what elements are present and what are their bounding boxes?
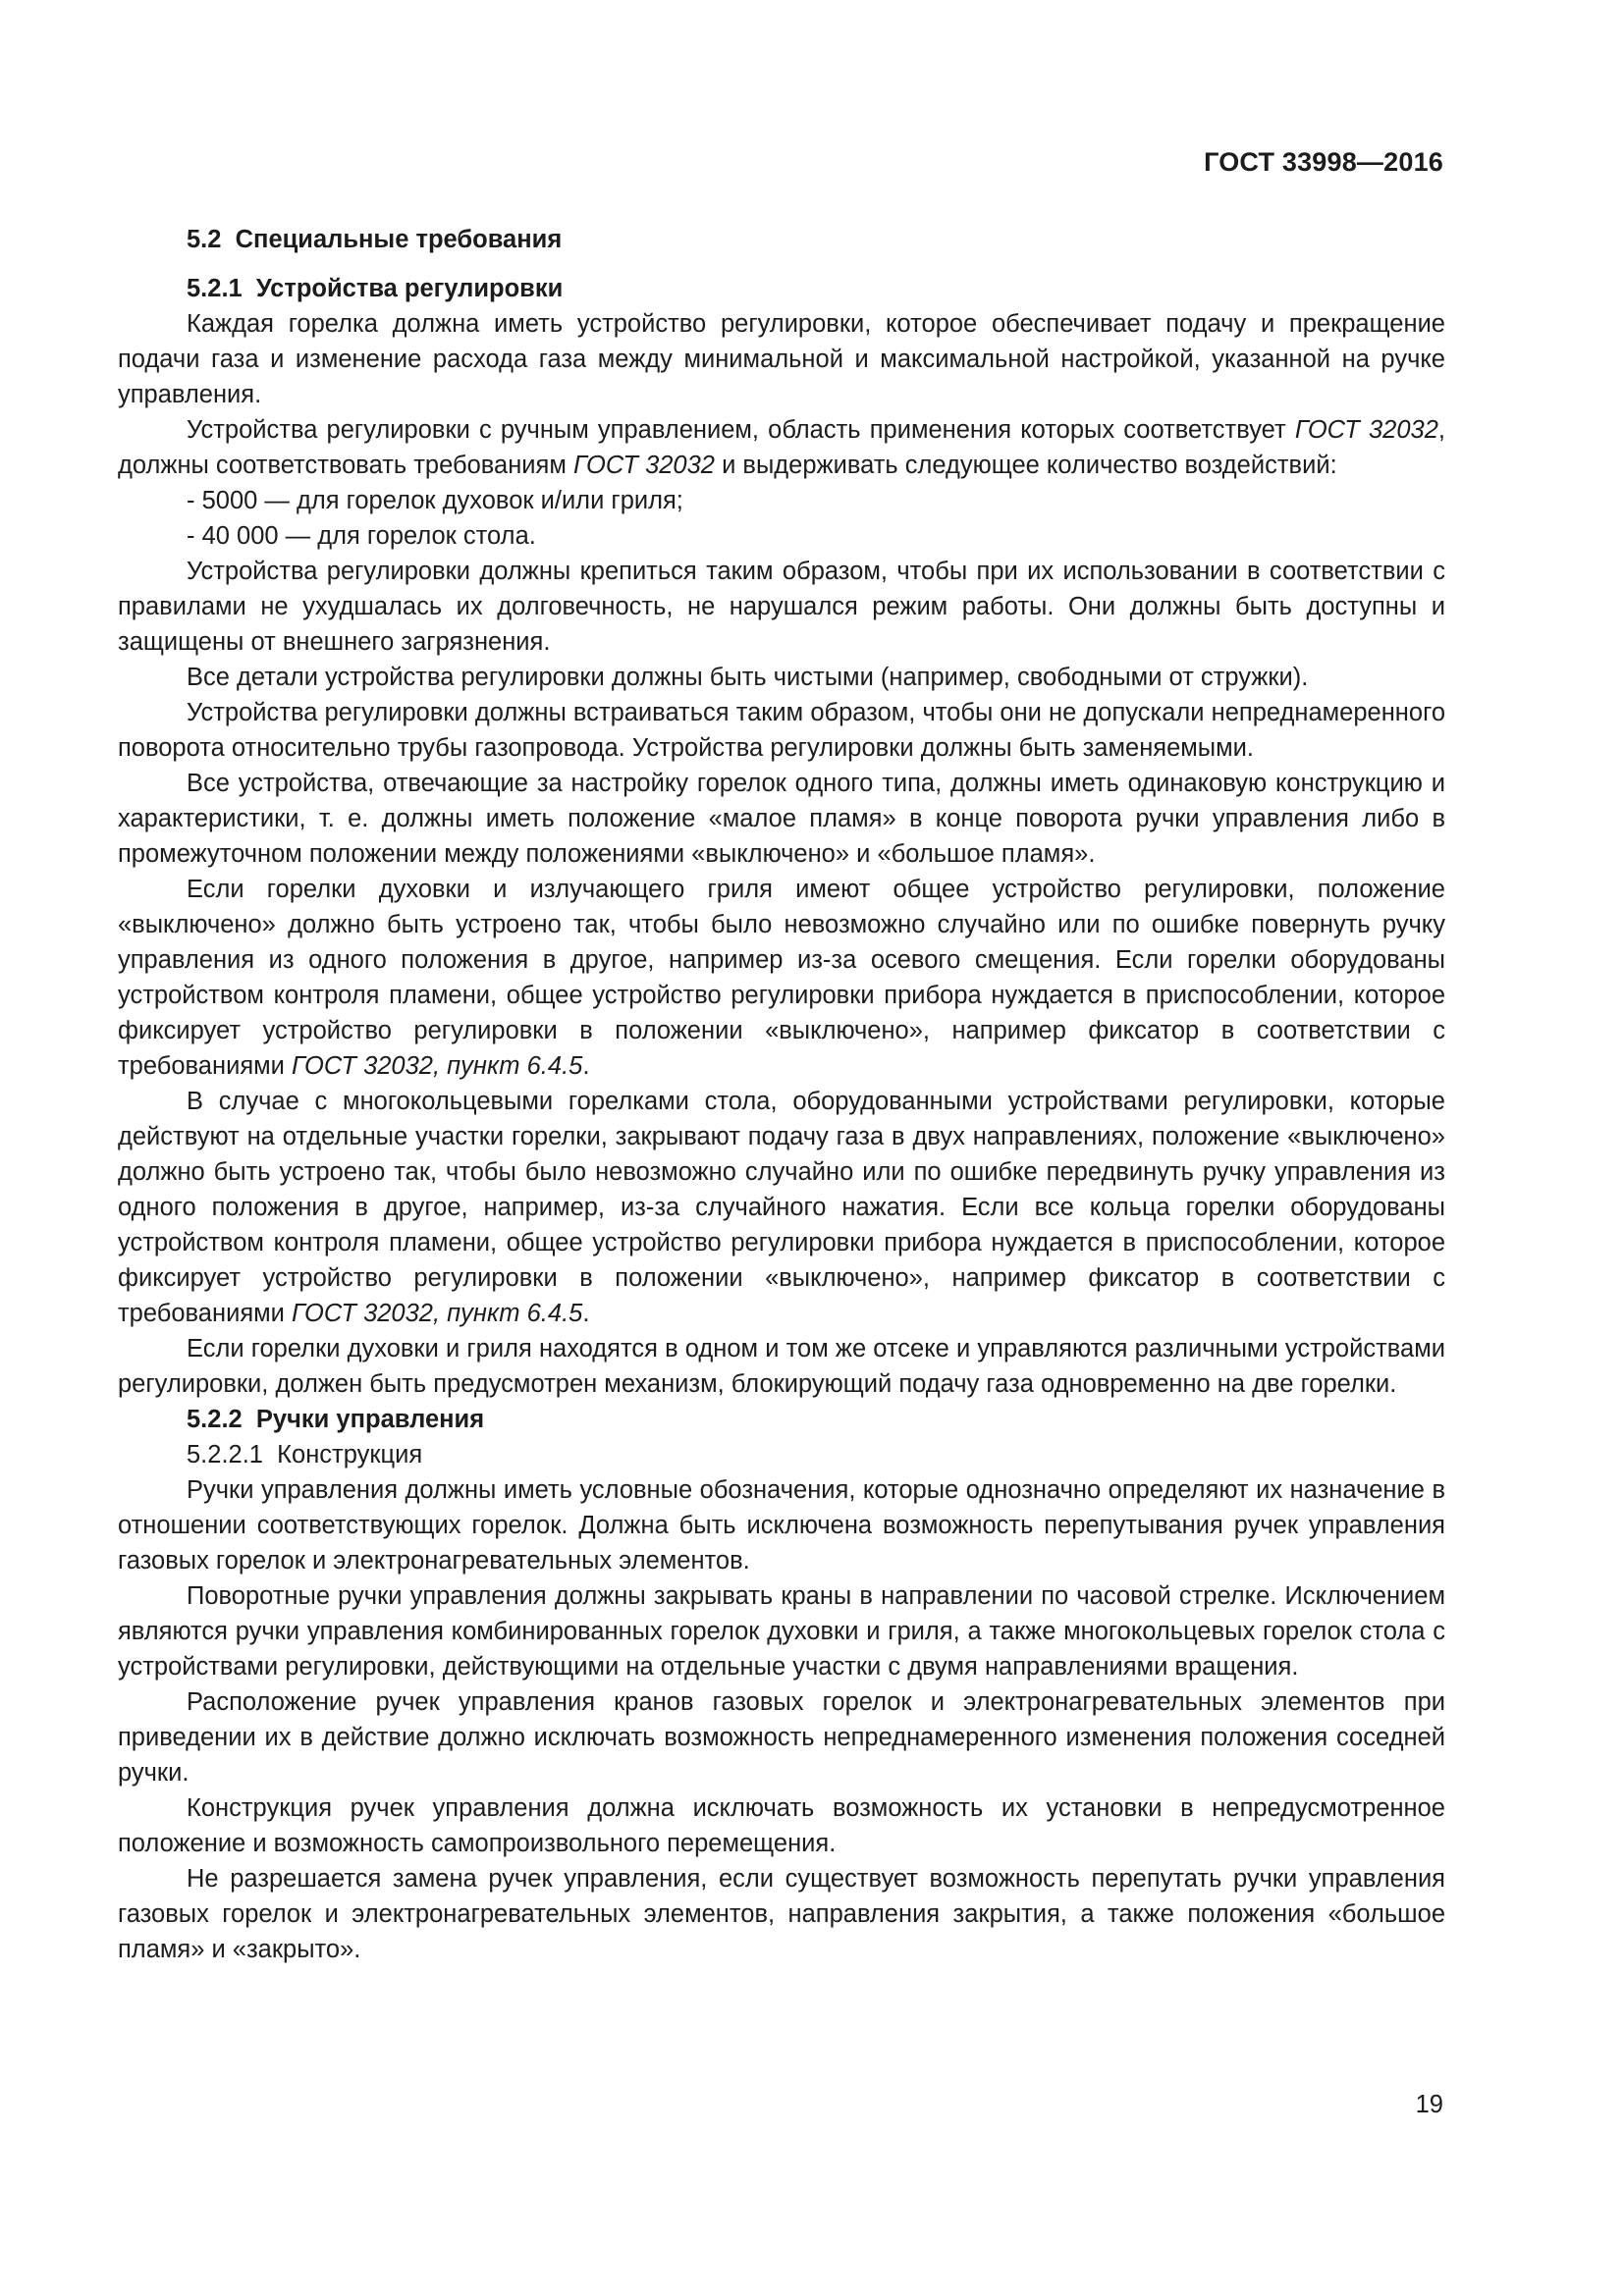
paragraph: Ручки управления должны иметь условные обозначения, которые однозначно определяют их назначение в отношении соответствующих горелок. Должна быть исключена возможность перепутывания ручек управления газовых горелок и электронагревательных элементов. xyxy=(118,1476,1445,1575)
clause-title: Конструкция xyxy=(277,1441,423,1468)
page-number: 19 xyxy=(1415,2091,1443,2118)
section-number: 5.2 xyxy=(187,226,222,253)
paragraph xyxy=(118,1084,1445,1331)
section-heading xyxy=(118,222,1445,257)
paragraph: Все детали устройства регулировки должны быть чистыми (например, свободными от стружки). xyxy=(187,664,1309,691)
list-item: - 5000 — для горелок духовок и/или гриля; xyxy=(187,487,683,514)
standard-reference: ГОСТ 32032 xyxy=(1294,416,1438,444)
subsection-heading-5-2-1 xyxy=(118,271,1445,306)
section-title: Специальные требования xyxy=(235,226,563,253)
paragraph: Поворотные ручки управления должны закрывать краны в направлении по часовой стрелке. Исключением являются ручки управления комбинированных горелок духовки и гриля, а также многокольцевых горелок стола с устройствами регулировки, действующими на отдельные участки с двумя направлениями вращения. xyxy=(118,1582,1445,1681)
subsection-title: Устройства регулировки xyxy=(255,275,564,302)
list-item: - 40 000 — для горелок стола. xyxy=(187,522,536,550)
text-fragment: , должны соответствовать требованиям xyxy=(118,416,1445,479)
clause-number: 5.2.2.1 xyxy=(187,1441,263,1468)
page-content xyxy=(118,222,1445,1967)
paragraph: Расположение ручек управления кранов газовых горелок и электронагревательных элементов при приведении их в действие должно исключать возможность непреднамеренного изменения положения соседней ручки. xyxy=(118,1688,1445,1787)
standard-reference: ГОСТ 32032 xyxy=(572,452,715,479)
clause-heading-5-2-2-1 xyxy=(118,1437,1445,1472)
text-fragment: В случае с многокольцевыми горелками стола, оборудованными устройствами регулировки, которые действуют на отдельные участки горелки, закрывают подачу газа в двух направлениях, положение «выключено» должно быть устроено так, чтобы было невозможно случайно или по ошибке передвинуть ручку управления из одного положения в другое, например, из-за случайного нажатия. Если все кольца горелки оборудованы устройством контроля пламени, общее устройство регулировки прибора нуждается в приспособлении, которое фиксирует устройство регулировки в положении «выключено», например фиксатор в соответствии с требованиями xyxy=(118,1088,1445,1327)
text-fragment: . xyxy=(582,1052,590,1080)
subsection-heading-5-2-2 xyxy=(118,1402,1445,1437)
paragraph: Все устройства, отвечающие за настройку горелок одного типа, должны иметь одинаковую конструкцию и характеристики, т. е. должны иметь положение «малое пламя» в конце поворота ручки управления либо в промежуточном положении между положениями «выключено» и «большое пламя». xyxy=(118,770,1445,868)
text-fragment: и выдерживать следующее количество воздействий: xyxy=(714,452,1337,479)
text-fragment: Если горелки духовки и излучающего гриля имеют общее устройство регулировки, положение «выключено» должно быть устроено так, чтобы было невозможно случайно или по ошибке повернуть ручку управления из одного положения в другое, например из-за осевого смещения. Если горелки оборудованы устройством контроля пламени, общее устройство регулировки прибора нуждается в приспособлении, которое фиксирует устройство регулировки в положении «выключено», например фиксатор в соответствии с требованиями xyxy=(118,876,1445,1080)
standard-reference: ГОСТ 32032, пункт 6.4.5 xyxy=(291,1052,583,1080)
standard-reference: ГОСТ 32032, пункт 6.4.5 xyxy=(291,1300,583,1327)
document-code: ГОСТ 33998—2016 xyxy=(1204,147,1443,177)
paragraph: Устройства регулировки должны крепиться таким образом, чтобы при их использовании в соответствии с правилами не ухудшалась их долговечность, не нарушался режим работы. Они должны быть доступны и защищены от внешнего загрязнения. xyxy=(118,558,1445,656)
text-fragment: Устройства регулировки с ручным управлением, область применения которых соответствует xyxy=(187,416,1295,444)
subsection-number: 5.2.2 xyxy=(187,1406,243,1433)
subsection-title: Ручки управления xyxy=(255,1406,485,1433)
subsection-number: 5.2.1 xyxy=(187,275,243,302)
paragraph: Не разрешается замена ручек управления, если существует возможность перепутать ручки управления газовых горелок и электронагревательных элементов, направления закрытия, а также положения «большое пламя» и «закрыто». xyxy=(118,1865,1445,1963)
paragraph: Каждая горелка должна иметь устройство регулировки, которое обеспечивает подачу и прекращение подачи газа и изменение расхода газа между минимальной и максимальной настройкой, указанной на ручке управления. xyxy=(118,310,1445,408)
paragraph: Устройства регулировки должны встраиваться таким образом, чтобы они не допускали непреднамеренного поворота относительно трубы газопровода. Устройства регулировки должны быть заменяемыми. xyxy=(118,699,1445,762)
paragraph xyxy=(118,412,1445,483)
text-fragment: . xyxy=(582,1300,590,1327)
paragraph: Конструкция ручек управления должна исключать возможность их установки в непредусмотренное положение и возможность самопроизвольного перемещения. xyxy=(118,1794,1445,1857)
paragraph: Если горелки духовки и гриля находятся в одном и том же отсеке и управляются различными устройствами регулировки, должен быть предусмотрен механизм, блокирующий подачу газа одновременно на две горелки. xyxy=(118,1335,1445,1398)
paragraph xyxy=(118,872,1445,1084)
